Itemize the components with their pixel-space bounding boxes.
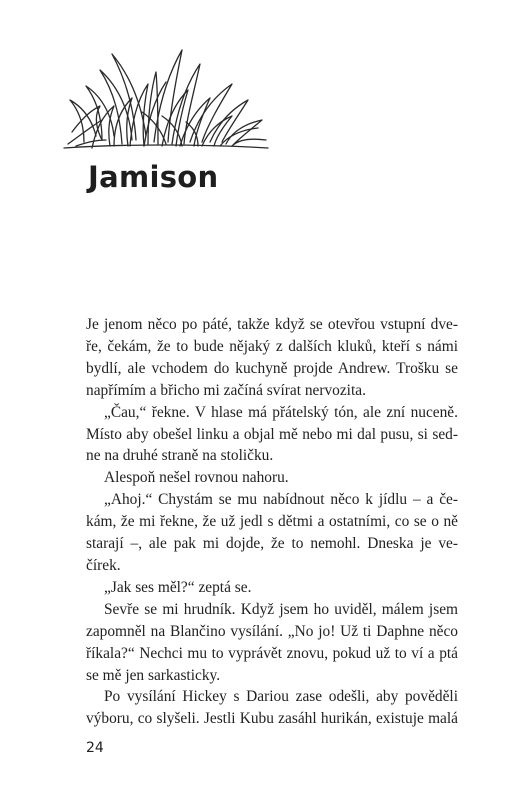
text-line: Je jenom něco po páté, takže když se otevřou vstupní dve- xyxy=(86,316,458,333)
text-line: zapomněl na Blančino vysílání. „No jo! Už ti Daphne něco xyxy=(86,622,458,640)
text-line: „Jak ses měl?“ zeptá se. xyxy=(104,578,252,596)
text-line: se mě jen sarkasticky. xyxy=(86,666,221,684)
grass-illustration xyxy=(62,36,270,152)
chapter-title: Jamison xyxy=(88,160,219,194)
text-line: starají –, ale pak mi dojde, že to nemohl. Dneska je ve- xyxy=(86,535,458,553)
text-line: výboru, co slyšeli. Jestli Kubu zasáhl hurikán, existuje malá xyxy=(86,710,458,728)
text-line: napřímím a břicho mi začíná svírat nervozita. xyxy=(86,381,366,399)
body-text xyxy=(86,314,458,730)
text-line: kám, že mi řekne, že už jedl s dětmi a ostatními, co se o ně xyxy=(86,513,458,531)
text-line: Sevře se mi hrudník. Když jsem ho uviděl, málem jsem xyxy=(104,600,458,618)
text-line: Po vysílání Hickey s Dariou zase odešli, aby pověděli xyxy=(104,688,458,706)
text-line: Alespoň nešel rovnou nahoru. xyxy=(104,469,289,487)
text-line: čírek. xyxy=(86,556,121,574)
page-number: 24 xyxy=(86,740,104,756)
text-line: „Ahoj.“ Chystám se mu nabídnout něco k jídlu – a če- xyxy=(104,491,458,509)
text-line: říkala?“ Nechci mu to vyprávět znovu, pokud už to ví a ptá xyxy=(86,644,458,662)
text-line: „Čau,“ řekne. V hlase má přátelský tón, ale zní nuceně. xyxy=(104,403,458,421)
text-line: Místo aby obešel linku a objal mě nebo mi dal pusu, si sed- xyxy=(86,425,458,443)
text-line: ře, čekám, že to bude nějaký z dalších kluků, kteří s námi xyxy=(86,337,458,355)
text-line: ne na druhé straně na stoličku. xyxy=(86,447,274,465)
text-line: bydlí, ale vchodem do kuchyně projde Andrew. Trošku se xyxy=(86,359,458,377)
